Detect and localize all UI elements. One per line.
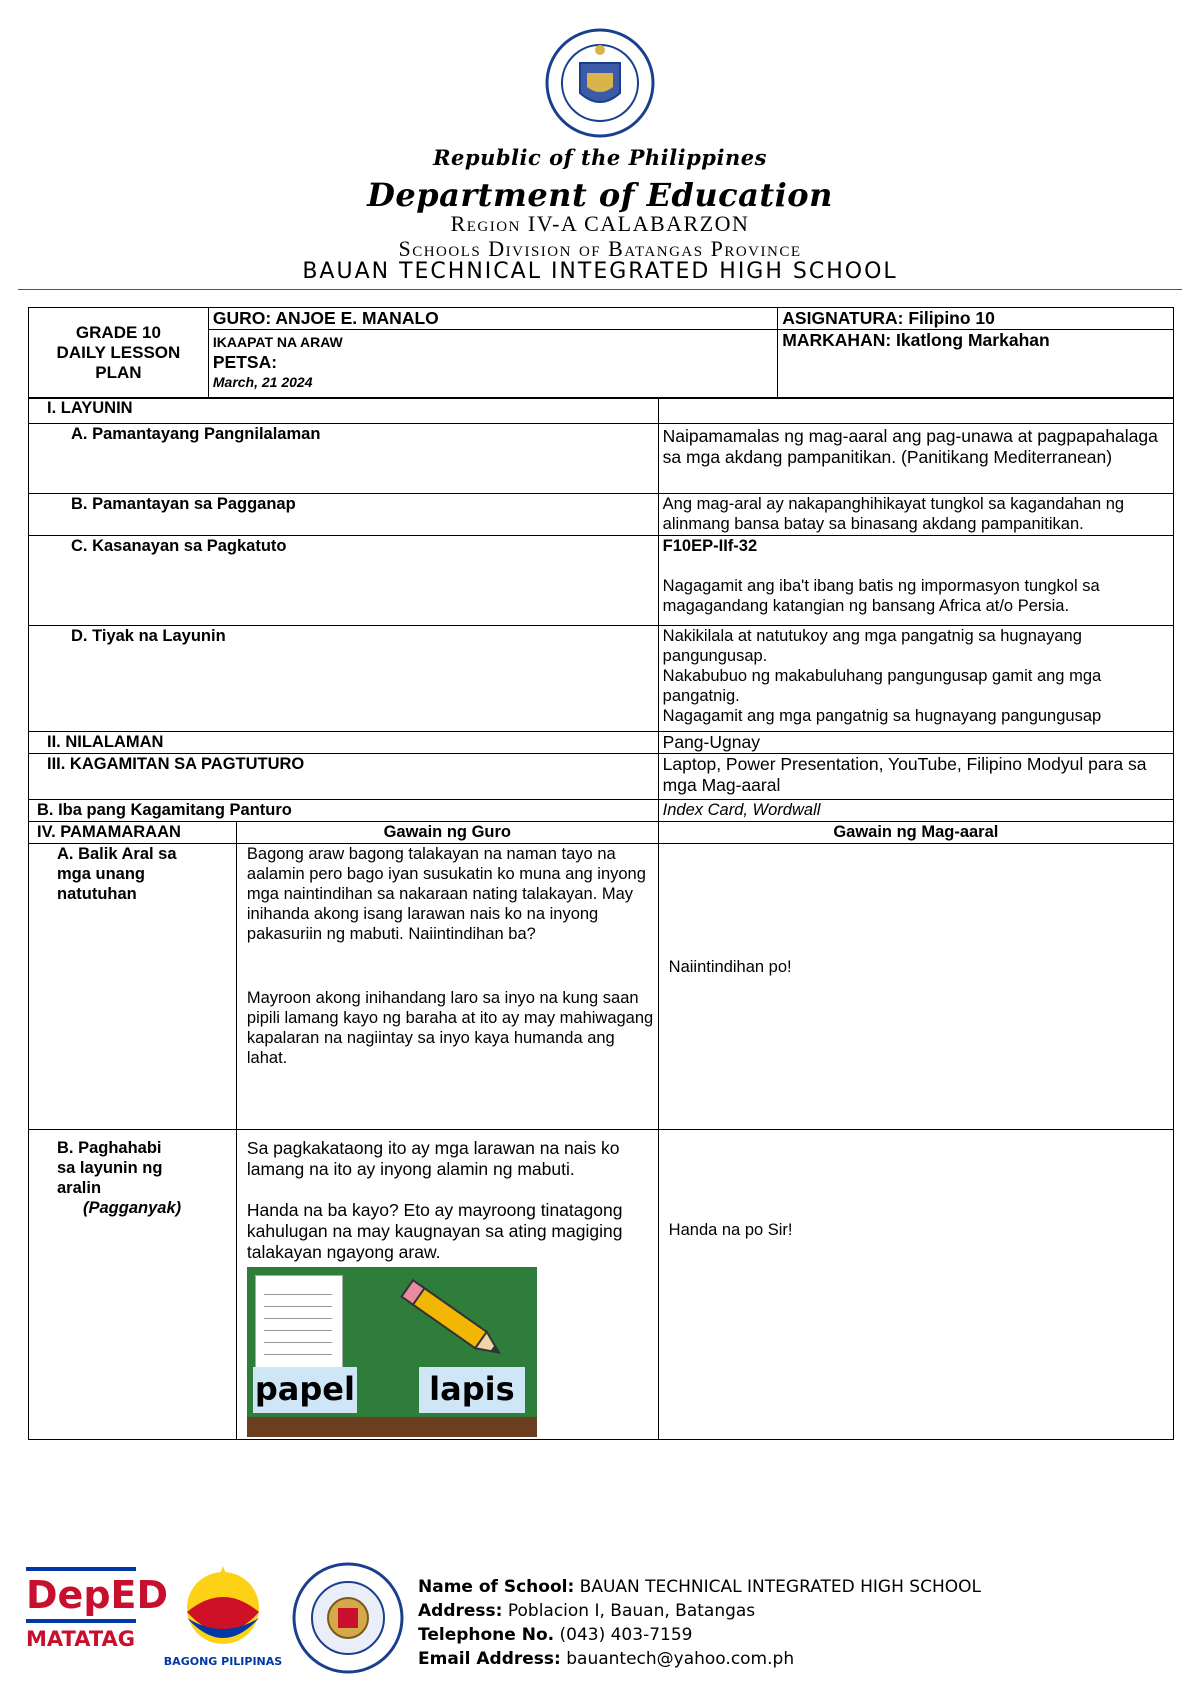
- date-value: March, 21 2024: [212, 374, 313, 390]
- footer-email-label: Email Address:: [418, 1649, 561, 1669]
- footer-phone-value: (043) 403-7159: [559, 1625, 693, 1645]
- day-label: IKAAPAT NA ARAW: [212, 334, 343, 350]
- matatag-text: MATATAG: [26, 1627, 136, 1651]
- iba-kagamitan-value: Index Card, Wordwall: [658, 800, 1173, 822]
- empty-cell: [658, 398, 1173, 424]
- kasanayan-value: Nagagamit ang iba't ibang batis ng impormasyon tungkol sa magagandang katangian ng bansang Africa at/o Persia.: [662, 577, 1100, 615]
- bagong-pilipinas-emblem: [162, 1562, 284, 1650]
- deped-matatag-logo: [26, 1567, 169, 1667]
- tiyak-layunin-3: Nagagamit ang mga pangatnig sa hugnayang pangungusap: [662, 707, 1102, 725]
- gawain-guro-header: Gawain ng Guro: [236, 822, 658, 844]
- kagamitan-value: Laptop, Power Presentation, YouTube, Filipino Modyul para sa mga Mag-aaral: [658, 754, 1173, 800]
- footer-name-value: BAUAN TECHNICAL INTEGRATED HIGH SCHOOL: [579, 1577, 981, 1597]
- school-text: BAUAN TECHNICAL INTEGRATED HIGH SCHOOL: [302, 259, 898, 284]
- paghahabi-sub: (Pagganyak): [83, 1199, 182, 1217]
- bagong-pilipinas-text: BAGONG PILIPINAS: [163, 1655, 283, 1668]
- paghahabi-text: B. Paghahabi sa layunin ng aralin: [57, 1139, 163, 1197]
- balik-aral-guro-cell: [236, 844, 658, 1130]
- kasanayan-label: C. Kasanayan sa Pagkatuto: [29, 536, 659, 626]
- nilalaman-label: II. NILALAMAN: [29, 732, 659, 754]
- pencil-icon: [397, 1277, 517, 1367]
- notepad-icon: [255, 1275, 343, 1369]
- footer-address-value: Poblacion I, Bauan, Batangas: [507, 1601, 756, 1621]
- paghahabi-magaaral: Handa na po Sir!: [658, 1130, 1173, 1440]
- balik-aral-text: A. Balik Aral sa mga unang natutuhan: [57, 845, 177, 903]
- nilalaman-value: Pang-Ugnay: [658, 732, 1173, 754]
- balik-aral-label: [29, 844, 237, 1130]
- header-divider: [18, 289, 1182, 290]
- kagamitan-label: III. KAGAMITAN SA PAGTUTURO: [29, 754, 659, 800]
- gawain-magaaral-header: Gawain ng Mag-aaral: [658, 822, 1173, 844]
- footer-address: [418, 1601, 755, 1621]
- quarter: MARKAHAN: Ikatlong Markahan: [778, 330, 1174, 399]
- republic-text: Republic of the Philippines: [433, 145, 767, 170]
- paghahabi-guro-2: Handa na ba kayo? Eto ay mayroong tinatagong kahulugan na may kaugnayan sa ating magiging talakayan ngayong araw.: [246, 1200, 623, 1262]
- pamantayan-pagganap-value: Ang mag-aral ay nakapanghihikayat tungkol sa kagandahan ng alinmang bansa batay sa binasang akdang pampanitikan.: [658, 494, 1173, 536]
- footer-school-name: [418, 1577, 981, 1597]
- teacher-name: GURO: ANJOE E. MANALO: [208, 308, 777, 330]
- footer-email-value[interactable]: bauantech@yahoo.com.ph: [566, 1649, 795, 1669]
- pamantayang-pangnilalaman-label: A. Pamantayang Pangnilalaman: [29, 424, 659, 494]
- layunin-heading: I. LAYUNIN: [29, 398, 659, 424]
- balik-aral-guro-2: Mayroon akong inihandang laro sa inyo na kung saan pipili lamang kayo ng baraha at ito ay may mahiwagang kapalaran na nagiintay sa inyo kaya humanda ang lahat.: [246, 989, 654, 1067]
- school-seal-logo: [292, 1562, 404, 1674]
- paghahabi-label-cell: [29, 1130, 237, 1440]
- iba-kagamitan-label: B. Iba pang Kagamitang Panturo: [29, 800, 659, 822]
- footer-phone: [418, 1625, 692, 1645]
- bagong-pilipinas-logo: [162, 1562, 284, 1670]
- kasanayan-code: F10EP-IIf-32: [662, 537, 758, 555]
- balik-aral-guro-1: Bagong araw bagong talakayan na naman tayo na aalamin pero bago iyan susukatin ko muna ang inyong mga naintindihan sa nakaraan nating talakayan. May inihanda akong isang larawan nais ko na inyong pakasuriin ng mabuti. Naiintindihan ba?: [246, 845, 646, 943]
- subject: ASIGNATURA: Filipino 10: [778, 308, 1174, 330]
- footer-address-label: Address:: [418, 1601, 503, 1621]
- papel-lapis-image: [247, 1267, 537, 1437]
- deped-logo-text: DepED: [26, 1573, 169, 1617]
- chalk-ledge: [247, 1417, 537, 1437]
- paghahabi-guro-cell: [236, 1130, 658, 1440]
- footer-name-label: Name of School:: [418, 1577, 575, 1597]
- department-text: Department of Education: [367, 176, 833, 214]
- tiyak-layunin-2: Nakabubuo ng makabuluhang pangungusap gamit ang mga pangatnig.: [662, 667, 1102, 705]
- papel-label: papel: [253, 1367, 357, 1413]
- info-table: [28, 307, 1174, 399]
- footer-phone-label: Telephone No.: [418, 1625, 555, 1645]
- lesson-table: [28, 397, 1174, 1440]
- balik-aral-magaaral: Naiintindihan po!: [658, 844, 1173, 1130]
- date-cell: [208, 330, 777, 399]
- date-label: PETSA:: [212, 352, 278, 372]
- kasanayan-cell: [658, 536, 1173, 626]
- division-text: Schools Division of Batangas Province: [398, 236, 802, 261]
- region-text: Region IV-A CALABARZON: [450, 211, 750, 236]
- lapis-label: lapis: [419, 1367, 525, 1413]
- tiyak-na-layunin-label: D. Tiyak na Layunin: [29, 626, 659, 732]
- pamantayan-pagganap-label: B. Pamantayan sa Pagganap: [29, 494, 659, 536]
- footer-email: [418, 1649, 794, 1669]
- plan-label: GRADE 10 DAILY LESSON PLAN: [29, 308, 209, 399]
- tiyak-na-layunin-cell: [658, 626, 1173, 732]
- paghahabi-guro-1: Sa pagkakataong ito ay mga larawan na nais ko lamang na ito ay inyong alamin ng mabuti.: [246, 1138, 620, 1179]
- pamamaraan-label: IV. PAMAMARAAN: [29, 822, 237, 844]
- tiyak-layunin-1: Nakikilala at natutukoy ang mga pangatnig sa hugnayang pangungusap.: [662, 627, 1082, 665]
- deped-seal-logo: [545, 28, 655, 138]
- pamantayang-pangnilalaman-value: Naipamamalas ng mag-aaral ang pag-unawa at pagpapahalaga sa mga akdang pampanitikan. (Panitikang Mediterranean): [658, 424, 1173, 494]
